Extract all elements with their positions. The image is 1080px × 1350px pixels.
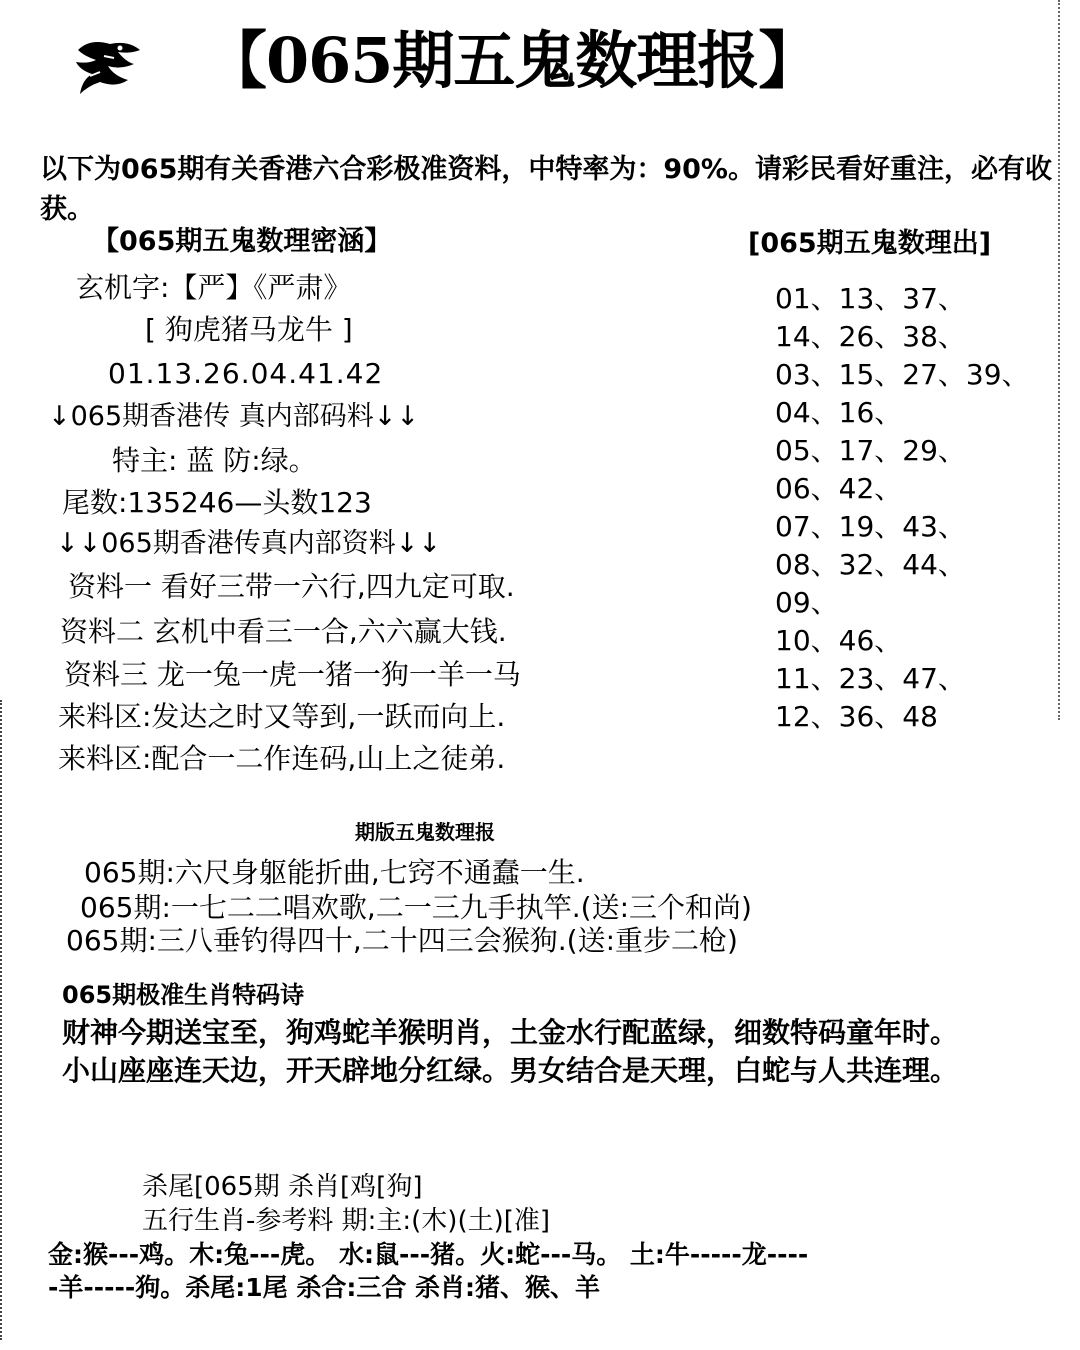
info-line: 资料一 看好三带一六行,四九定可取. bbox=[68, 570, 515, 603]
zodiac-list: [ 狗虎猪马龙牛 ] bbox=[145, 313, 353, 346]
info-line: 资料二 玄机中看三一合,六六赢大钱. bbox=[60, 615, 507, 648]
number-row: 04、16、 bbox=[775, 396, 903, 429]
mystic-word: 玄机字:【严】《严肃》 bbox=[76, 271, 352, 304]
inside-title-2: ↓↓065期香港传真内部资料↓↓ bbox=[56, 528, 442, 559]
number-row: 12、36、48 bbox=[775, 700, 938, 733]
poem-line: 小山座座连天边，开天辟地分红绿。男女结合是天理，白蛇与人共连理。 bbox=[62, 1054, 959, 1087]
riddle-line: 065期:一七二二唱欢歌,二一三九手执竿.(送:三个和尚) bbox=[80, 891, 752, 924]
inside-title: ↓065期香港传 真内部码料↓↓ bbox=[48, 401, 419, 432]
number-row: 09、 bbox=[775, 586, 839, 619]
dragon-logo-icon bbox=[70, 36, 148, 100]
number-row: 03、15、27、39、 bbox=[775, 358, 1030, 391]
number-row: 07、19、43、 bbox=[775, 510, 966, 543]
elements-line: 金:猴---鸡。木:兔---虎。 水:鼠---猪。火:蛇---马。 土:牛-----龙---- bbox=[48, 1240, 809, 1269]
special-color: 特主: 蓝 防:绿。 bbox=[112, 444, 317, 477]
number-row: 05、17、29、 bbox=[775, 434, 966, 467]
poem-line: 财神今期送宝至，狗鸡蛇羊猴明肖，土金水行配蓝绿，细数特码童年时。 bbox=[62, 1016, 959, 1049]
number-row: 10、46、 bbox=[775, 624, 903, 657]
kill-line: 杀尾[065期 杀肖[鸡[狗] bbox=[142, 1172, 423, 1202]
right-section-title: [065期五鬼数理出] bbox=[748, 228, 992, 259]
wuxing-line: 五行生肖-参考料 期:主:(木)(土)[准] bbox=[142, 1206, 551, 1236]
scan-edge-right bbox=[1058, 0, 1078, 720]
info-line: 资料三 龙一兔一虎一猪一狗一羊一马 bbox=[64, 658, 521, 691]
info-line: 来料区:配合一二作连码,山上之徒弟. bbox=[58, 742, 506, 775]
middle-section-title: 期版五鬼数理报 bbox=[355, 820, 495, 844]
page-title: 【065期五鬼数理报】 bbox=[205, 24, 820, 97]
intro-text: 以下为065期有关香港六合彩极准资料，中特率为：90%。请彩民看好重注，必有收获。 bbox=[40, 154, 1052, 225]
number-row: 08、32、44、 bbox=[775, 548, 966, 581]
kill-summary-line: -羊-----狗。杀尾:1尾 杀合:三合 杀肖:猪、猴、羊 bbox=[48, 1273, 601, 1302]
riddle-line: 065期:六尺身躯能折曲,七窍不通蠢一生. bbox=[84, 856, 585, 889]
number-row: 01、13、37、 bbox=[775, 282, 966, 315]
poem-title: 065期极准生肖特码诗 bbox=[62, 981, 305, 1009]
number-row: 06、42、 bbox=[775, 472, 903, 505]
info-line: 来料区:发达之时又等到,一跃而向上. bbox=[58, 700, 506, 733]
lucky-numbers: 01.13.26.04.41.42 bbox=[108, 357, 384, 390]
number-row: 11、23、47、 bbox=[775, 662, 966, 695]
left-section-title: 【065期五鬼数理密涵】 bbox=[92, 226, 392, 257]
number-row: 14、26、38、 bbox=[775, 320, 966, 353]
tail-head-numbers: 尾数:135246—头数123 bbox=[62, 486, 372, 519]
scan-edge-left bbox=[0, 700, 5, 1340]
riddle-line: 065期:三八垂钓得四十,二十四三会猴狗.(送:重步二枪) bbox=[66, 924, 738, 957]
